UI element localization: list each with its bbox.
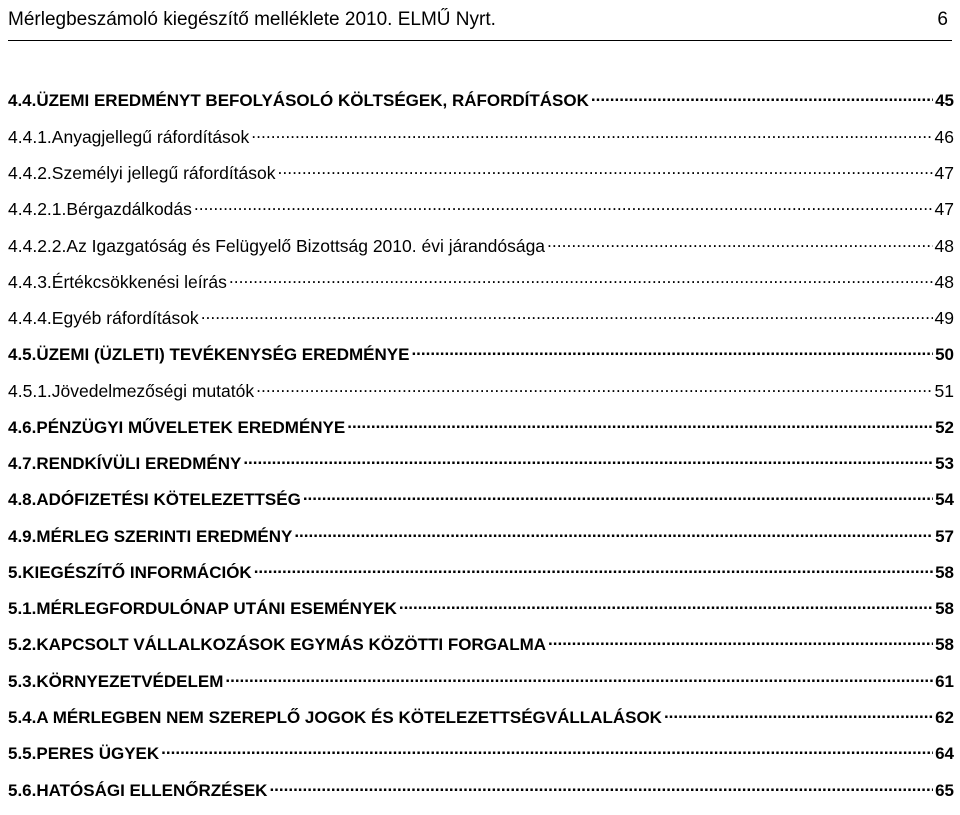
toc-entry-page: 61 xyxy=(935,671,954,691)
toc-entry-number: 4.7. xyxy=(8,453,37,473)
toc-entry-page: 52 xyxy=(935,417,954,437)
toc-entry-page: 57 xyxy=(935,526,954,546)
toc-entry-title: Értékcsökkenési leírás xyxy=(51,271,227,292)
toc-entry-page: 58 xyxy=(935,562,954,582)
dot-leader xyxy=(201,307,933,325)
toc-entry-page: 51 xyxy=(934,380,954,401)
toc-entry-number: 5.1. xyxy=(8,599,37,619)
dot-leader xyxy=(347,416,933,433)
toc-entry-number: 5.2. xyxy=(8,635,37,655)
toc-entry-title: MÉRLEGFORDULÓNAP UTÁNI ESEMÉNYEK xyxy=(36,599,397,619)
toc-entry-number: 4.6. xyxy=(8,417,37,437)
toc-entry-title: KIEGÉSZÍTŐ INFORMÁCIÓK xyxy=(22,562,252,582)
toc-entry-page: 65 xyxy=(935,780,954,800)
toc-entry[interactable] xyxy=(8,234,954,270)
dot-leader xyxy=(243,452,933,469)
toc-entry-number: 5.5. xyxy=(8,744,37,764)
page-number: 6 xyxy=(937,9,948,30)
toc-entry-page: 54 xyxy=(935,490,954,510)
dot-leader xyxy=(194,198,933,216)
toc-entry-title: PÉNZÜGYI MŰVELETEK EREDMÉNYE xyxy=(36,417,346,437)
toc-entry[interactable] xyxy=(8,597,954,633)
toc-entry-title: Egyéb ráfordítások xyxy=(51,308,199,329)
toc-entry-page: 45 xyxy=(935,91,954,110)
dot-leader xyxy=(161,742,933,759)
toc-entry-page: 64 xyxy=(935,744,954,764)
dot-leader xyxy=(303,488,933,505)
toc-entry-page: 49 xyxy=(934,308,954,329)
toc-entry-page: 47 xyxy=(934,199,954,220)
toc-entry-title: PERES ÜGYEK xyxy=(36,744,160,764)
toc-entry-number: 5.4. xyxy=(8,708,37,728)
toc-entry[interactable] xyxy=(8,379,954,415)
toc-entry-page: 58 xyxy=(935,599,954,619)
toc-entry-number: 4.4. xyxy=(8,91,37,110)
toc-entry-title: Anyagjellegű ráfordítások xyxy=(51,126,250,147)
toc-entry-title: Jövedelmezőségi mutatók xyxy=(51,380,255,401)
toc-entry-title: A MÉRLEGBEN NEM SZEREPLŐ JOGOK ÉS KÖTELEZETTSÉGVÁLLALÁSOK xyxy=(36,708,662,728)
toc-entry-page: 50 xyxy=(935,345,954,365)
dot-leader xyxy=(664,706,933,723)
toc-entry[interactable] xyxy=(8,307,954,343)
toc-entry-number: 4.5. xyxy=(8,345,37,365)
dot-leader xyxy=(229,270,933,288)
toc-entry-page: 48 xyxy=(934,271,954,292)
toc-entry-number: 4.4.3. xyxy=(8,271,52,292)
toc-entry-title: HATÓSÁGI ELLENŐRZÉSEK xyxy=(36,780,268,800)
toc-entry[interactable] xyxy=(8,742,954,778)
toc-entry-title: KÖRNYEZETVÉDELEM xyxy=(36,671,224,691)
dot-leader xyxy=(256,379,932,397)
dot-leader xyxy=(548,633,933,650)
toc-entry[interactable] xyxy=(8,633,954,669)
toc-entry-title: ADÓFIZETÉSI KÖTELEZETTSÉG xyxy=(36,490,301,510)
toc-entry-page: 46 xyxy=(934,126,954,147)
toc-entry-number: 5. xyxy=(8,562,23,582)
toc-entry-number: 5.3. xyxy=(8,671,37,691)
toc-entry[interactable] xyxy=(8,125,954,161)
toc-entry-page: 47 xyxy=(934,163,954,184)
toc-entry-page: 48 xyxy=(934,235,954,256)
toc-entry-number: 4.4.2.1. xyxy=(8,199,67,220)
toc-entry[interactable] xyxy=(8,561,954,597)
toc-entry-title: Bérgazdálkodás xyxy=(66,199,192,220)
toc-entry-number: 5.6. xyxy=(8,780,37,800)
dot-leader xyxy=(411,343,933,360)
table-of-contents xyxy=(8,89,954,815)
toc-entry-title: Személyi jellegű ráfordítások xyxy=(51,163,276,184)
dot-leader xyxy=(251,125,932,143)
toc-entry-number: 4.8. xyxy=(8,490,37,510)
toc-entry-number: 4.9. xyxy=(8,526,37,546)
toc-entry-page: 53 xyxy=(935,453,954,473)
toc-entry[interactable] xyxy=(8,779,954,815)
dot-leader xyxy=(547,234,932,252)
toc-entry[interactable] xyxy=(8,89,954,125)
toc-entry-page: 58 xyxy=(935,635,954,655)
toc-entry[interactable] xyxy=(8,198,954,234)
dot-leader xyxy=(254,561,933,578)
dot-leader xyxy=(399,597,933,614)
dot-leader xyxy=(269,779,933,796)
toc-entry[interactable] xyxy=(8,416,954,452)
dot-leader xyxy=(294,525,933,542)
toc-entry[interactable] xyxy=(8,452,954,488)
toc-entry-page: 62 xyxy=(935,708,954,728)
dot-leader xyxy=(278,162,933,180)
dot-leader xyxy=(225,670,933,687)
toc-entry[interactable] xyxy=(8,525,954,561)
toc-entry-title: ÜZEMI EREDMÉNYT BEFOLYÁSOLÓ KÖLTSÉGEK, RÁFORDÍTÁSOK xyxy=(36,91,589,110)
toc-entry-title: KAPCSOLT VÁLLALKOZÁSOK EGYMÁS KÖZÖTTI FORGALMA xyxy=(36,635,547,655)
toc-entry-title: RENDKÍVÜLI EREDMÉNY xyxy=(36,453,242,473)
toc-entry[interactable] xyxy=(8,270,954,306)
toc-entry-title: ÜZEMI (ÜZLETI) TEVÉKENYSÉG EREDMÉNYE xyxy=(36,345,410,365)
toc-entry-title: MÉRLEG SZERINTI EREDMÉNY xyxy=(36,526,293,546)
document-title: Mérlegbeszámoló kiegészítő melléklete 2010. ELMŰ Nyrt. xyxy=(8,9,496,30)
toc-entry[interactable] xyxy=(8,162,954,198)
toc-entry-number: 4.4.4. xyxy=(8,308,52,329)
toc-entry-title: Az Igazgatóság és Felügyelő Bizottság 2010. évi járandósága xyxy=(66,235,546,256)
page-header xyxy=(8,0,952,41)
toc-entry-number: 4.4.1. xyxy=(8,126,52,147)
toc-entry-number: 4.4.2.2. xyxy=(8,235,67,256)
toc-entry[interactable] xyxy=(8,670,954,706)
toc-entry[interactable] xyxy=(8,706,954,742)
toc-entry[interactable] xyxy=(8,488,954,524)
toc-entry-number: 4.5.1. xyxy=(8,380,52,401)
toc-entry[interactable] xyxy=(8,343,954,379)
dot-leader xyxy=(591,89,933,106)
toc-entry-number: 4.4.2. xyxy=(8,163,52,184)
